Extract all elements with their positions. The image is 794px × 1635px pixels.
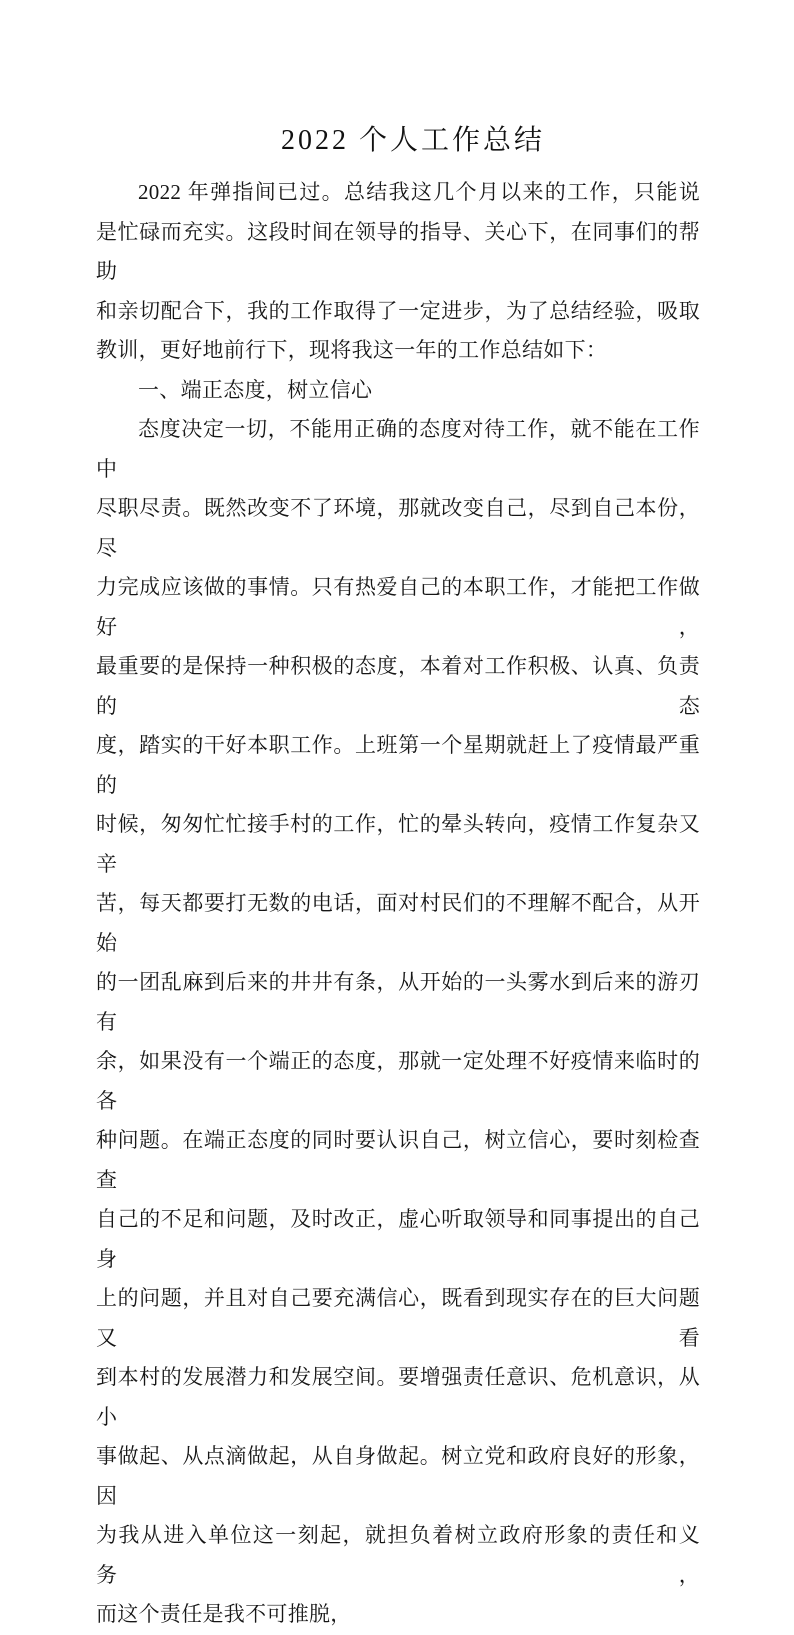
- body-line: 到本村的发展潜力和发展空间。要增强责任意识、危机意识，从小: [96, 1365, 700, 1429]
- body-line: 自己的不足和问题，及时改正，虚心听取领导和同事提出的自己身: [96, 1207, 700, 1271]
- body-line: 和亲切配合下，我的工作取得了一定进步，为了总结经验，吸取: [96, 298, 700, 323]
- body-line: 苦，每天都要打无数的电话，面对村民们的不理解不配合，从开始: [96, 891, 700, 955]
- paragraph-intro: [96, 173, 700, 371]
- body-line: 种问题。在端正态度的同时要认识自己，树立信心，要时刻检查查: [96, 1128, 700, 1192]
- body-line: 尽职尽责。既然改变不了环境，那就改变自己，尽到自己本份， 尽: [96, 496, 700, 560]
- body-line: 2022 年弹指间已过。总结我这几个月以来的工作，只能说: [138, 180, 700, 204]
- section-heading: 一、端正态度，树立信心: [138, 377, 373, 402]
- body-line: 教训，更好地前行下，现将我这一年的工作总结如下：: [96, 338, 608, 362]
- body-line: 是忙碌而充实。这段时间在领导的指导、关心下，在同事们的帮 助: [96, 219, 700, 283]
- body-line: 的一团乱麻到后来的井井有条，从开始的一头雾水到后来的游刃有: [96, 970, 700, 1034]
- paragraph-section-heading: [96, 371, 700, 411]
- body-line: 最重要的是保持一种积极的态度，本着对工作积极、认真、负责的态: [96, 654, 700, 718]
- document-title: 2022 个人工作总结: [280, 125, 545, 156]
- body-line: 力完成应该做的事情。只有热爱自己的本职工作，才能把工作做好，: [96, 575, 700, 639]
- body-line: 上的问题，并且对自己要充满信心，既看到现实存在的巨大问题又看: [96, 1286, 700, 1350]
- body-line: 为我从进入单位这一刻起，就担负着树立政府形象的责任和义务，: [96, 1523, 700, 1587]
- body-line: 余，如果没有一个端正的态度，那就一定处理不好疫情来临时的各: [96, 1049, 700, 1113]
- body-line: 度，踏实的干好本职工作。上班第一个星期就赶上了疫情最严重的: [96, 733, 700, 797]
- paragraph-section-body: [96, 410, 700, 1635]
- body-line: 事做起、从点滴做起，从自身做起。树立党和政府良好的形象，因: [96, 1444, 700, 1508]
- body-line: 态度决定一切，不能用正确的态度对待工作，就不能在工作中: [96, 417, 700, 481]
- body-line: 而这个责任是我不可推脱，: [96, 1602, 352, 1626]
- body-line: 时候，匆匆忙忙接手村的工作，忙的晕头转向，疫情工作复杂又辛: [96, 812, 700, 876]
